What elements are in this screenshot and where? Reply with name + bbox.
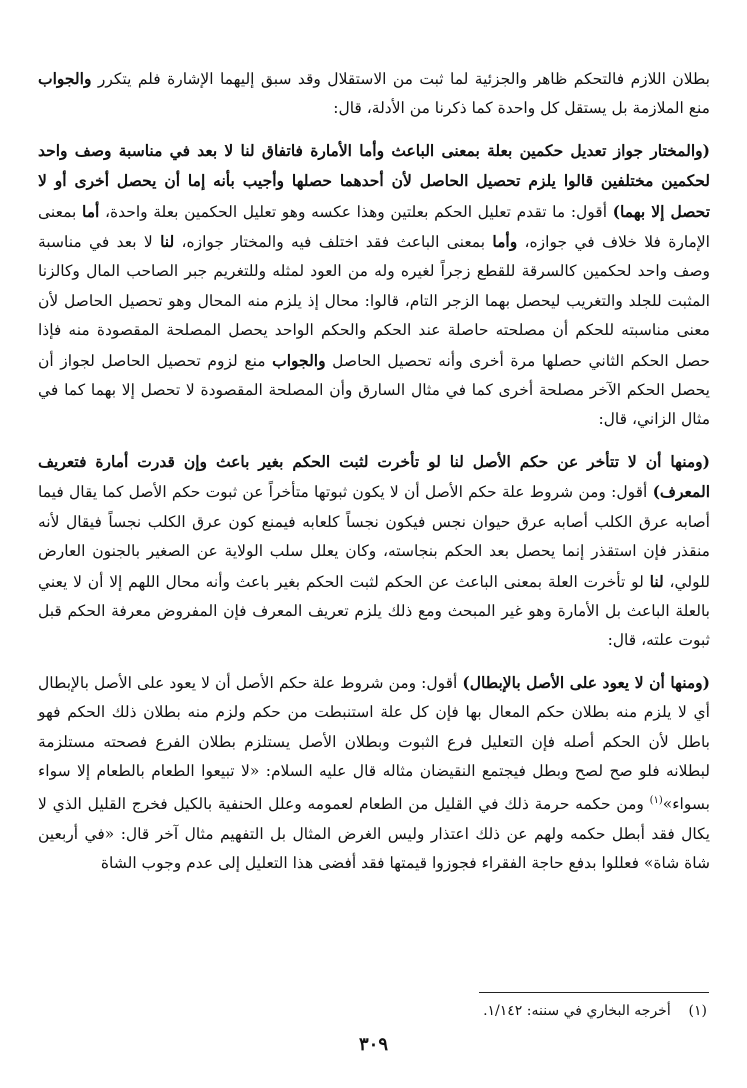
bold-text-run: لنا	[160, 232, 175, 252]
bold-text-run: وأما	[492, 232, 518, 252]
text-run: أقول: ما تقدم تعليل الحكم بعلتين وهذا عكسه وهو تعليل الحكمين بعلة واحدة،	[99, 202, 613, 221]
paragraph-2	[38, 136, 710, 435]
text-run: لو تأخرت العلة بمعنى الباعث عن الحكم لثبت الحكم بغير باعث وأنه محال اللهم إلا أن لا يعني بالعلة الباعث بل الأمارة وهو غير المبحث ومع ذلك يلزم تعريف المعرف فإن المفروض معرفة الحكم قبل ثبوت علته، قال:	[38, 572, 710, 650]
footnote-separator	[479, 992, 709, 993]
text-run: بطلان اللازم فالتحكم ظاهر والجزئية لما ثبت من الاستقلال وقد سبق إليهما الإشارة فلم يتكرر	[91, 70, 710, 88]
text-run: لا بعد في مناسبة وصف واحد لحكمين كالسرقة للقطع زجراً لغيره وله من العود لمثله وللتغريم جبر الصاحب المال وكالزنا المثبت للجلد والتغريب ليحصل بهما الزجر التام، قالوا: محال إذ يلزم منه المحال وهو تحصيل الحاصل لأن معنى مناسبته للحكم أن مصلحته حاصلة عند الحكم والحكم الواحد يحصل المصلحة المقصودة منه فإذا حصل الحكم الثاني حصلها مرة أخرى وأنه تحصيل الحاصل	[38, 233, 711, 370]
paragraph-4	[38, 668, 710, 879]
text-run: بمعنى الباعث فقد اختلف فيه والمختار جوازه،	[174, 233, 493, 252]
footnote-text: أخرجه البخاري في سننه: ١/١٤٢.	[483, 1003, 671, 1019]
page-number: ٣٠٩	[358, 1034, 388, 1055]
paragraph-3	[38, 447, 710, 656]
footnote-reference: (١)	[649, 795, 663, 807]
text-run: أقول: ومن شروط علة حكم الأصل أن لا يعود على الأصل بالإبطال أي لا يلزم منه بطلان حكم المعال بها فإن كل علة استنبطت من حكم ولزم منه بطلان ذلك الحكم فهو باطل لأن الحكم أصله فإن التعليل فرع الثبوت وبطلان الأصل يستلزم بطلان الفرع فصحته مستلزمة لبطلانه فلو صح لصح وبطل فيجتمع النقيضان مثاله قال عليه السلام: «لا تبيعوا الطعام بالطعام إلا سواء بسواء»	[38, 673, 710, 814]
bold-text-run: أما	[82, 201, 100, 221]
bold-text-run: لنا	[649, 571, 664, 591]
text-run: منع الملازمة بل يستقل كل واحدة كما ذكرنا من الأدلة، قال:	[333, 99, 710, 118]
bold-text-run: (والمختار جواز تعديل حكمين بعلة بمعنى الباعث وأما الأمارة فاتفاق لنا لا بعد في مناسبة وصف واحد لحكمين مختلفين قالوا يلزم تحصيل الحاصل لأن أحدهما حصلها وأجيب بأنه إما أن يحصل أخرى أو لا تحصل إلا بهما)	[38, 140, 711, 221]
bold-text-run: والجواب	[38, 69, 92, 88]
text-run: بمعنى الإمارة فلا خلاف في جوازه،	[38, 202, 710, 252]
paragraph-1	[38, 64, 710, 124]
text-run: أقول: ومن شروط علة حكم الأصل أن لا يكون ثبوتها متأخراً عن ثبوت حكم الأصل كما يقال فيما أصابه عرق الكلب أصابه عرق حيوان نجس فيكون نجساً كلعابه فيمنع كون عرق الكلب نجساً فيقال لأنه منقذر فإن استقذر إنما يحصل بعد الحكم بنجاسته، وكان يعلل سلب الولاية عن الصغير بالجنون العارض للولي،	[38, 483, 710, 591]
footnote	[37, 1000, 707, 1022]
bold-text-run: (ومنها أن لا تتأخر عن حكم الأصل لنا لو تأخرت لثبت الحكم بغير باعث وإن قدرت أمارة فتعريف المعرف)	[38, 451, 710, 502]
bold-text-run: والجواب	[272, 350, 326, 370]
text-run: منع لزوم تحصيل الحاصل لجواز أن يحصل الحكم الآخر مصلحة أخرى كما في مثال السارق وأن المصلحة المقصودة لا تحصل إلا بهما كما في مثال الزاني، قال:	[38, 351, 710, 429]
text-run: ومن حكمه حرمة ذلك في القليل من الطعام لعمومه وعلل الحنفية بالكيل فخرج القليل الذي لا يكال فقد أبطل حكمه ولهم عن ذلك اعتذار وليس الغرض المثال بل التفهيم مثال آخر قال: «في أربعين شاة شاة» فعللوا بدفع حاجة الفقراء فجوزوا قيمتها فقد أفضى هذا التعليل إلى عدم وجوب الشاة	[38, 795, 710, 873]
footnote-marker: (١)	[688, 1003, 707, 1019]
bold-text-run: (ومنها أن لا يعود على الأصل بالإبطال)	[462, 672, 711, 692]
page-body	[38, 64, 710, 879]
